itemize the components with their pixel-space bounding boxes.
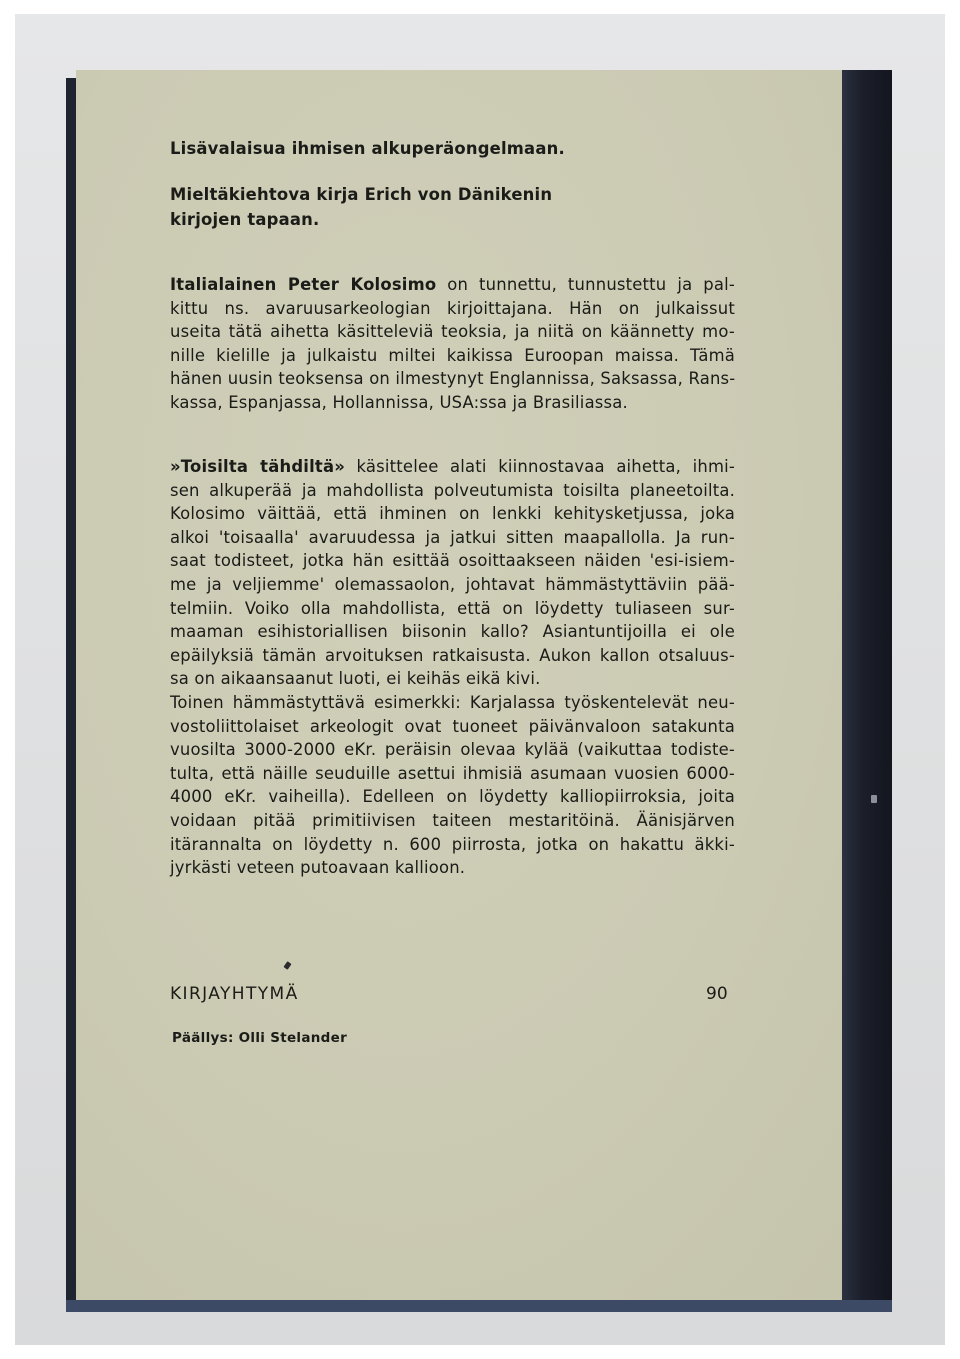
- paragraph-line: hänen uusin teoksensa on ilmestynyt Englannissa, Saksassa, Rans-: [170, 369, 736, 389]
- cover-credit: Päällys: Olli Stelander: [172, 1030, 348, 1046]
- paragraph-line: me ja veljiemme' olemassaolon, johtavat hämmästyttäviin pää-: [170, 574, 735, 594]
- paragraph-line: Kolosimo väittää, että ihminen on lenkki kehitysketjussa, joka: [170, 504, 735, 524]
- paragraph-line: telmiin. Voiko olla mahdollista, että on löydetty tuliaseen sur-: [170, 598, 735, 618]
- paragraph-line: Italialainen Peter Kolosimo on tunnettu, tunnustettu ja pal-: [170, 275, 735, 294]
- price-code: 90: [706, 984, 728, 1004]
- paragraph-about-book: [170, 455, 735, 880]
- lead-line-2b: kirjojen tapaan.: [170, 210, 320, 229]
- book-bottom-edge: [66, 1300, 892, 1312]
- paragraph-line: vuosilta 3000-2000 eKr. peräisin olevaa kylää (vaikuttaa todiste-: [170, 740, 735, 760]
- paragraph-line: useita tätä aihetta käsitteleviä teoksia, ja niitä on käännetty mo-: [170, 322, 735, 342]
- paragraph-line: voidaan pitää primitiivisen taiteen mestaritöinä. Äänisjärven: [170, 810, 735, 830]
- paragraph-line: alkoi 'toisaalla' avaruudessa ja jatkui sitten maapallolla. Ja run-: [170, 527, 735, 547]
- paragraph-line: vostoliittolaiset arkeologit ovat tuoneet päivänvaloon satakunta: [170, 716, 735, 736]
- paragraph-line: epäilyksiä tämän arvoituksen ratkaisusta. Aukon kallon otsaluus-: [170, 645, 735, 665]
- book-spine: [842, 70, 892, 1303]
- author-name: Italialainen Peter Kolosimo: [170, 275, 437, 294]
- paragraph-line: sa on aikaansaanut luoti, ei keihäs eikä kivi.: [170, 669, 541, 689]
- paragraph-line: jyrkästi veteen putoavaan kallioon.: [170, 858, 466, 878]
- paragraph-line: sen alkuperää ja mahdollista polveutumista toisilta planeetoilta.: [170, 480, 735, 500]
- paragraph-line: nille kielille ja julkaistu miltei kaikissa Euroopan maissa. Tämä: [170, 345, 735, 365]
- paragraph-line: Toinen hämmästyttävä esimerkki: Karjalassa työskentelevät neu-: [170, 692, 735, 712]
- paragraph-line: saat todisteet, jotka hän esittää osoittaakseen näiden 'esi-isiem-: [170, 551, 735, 571]
- paragraph-line: kassa, Espanjassa, Hollannissa, USA:ssa ja Brasiliassa.: [170, 392, 628, 412]
- book-title: »Toisilta tähdiltä»: [170, 457, 345, 476]
- lead-line-2a: Mieltäkiehtova kirja Erich von Dänikenin: [170, 185, 553, 204]
- paragraph-about-author: [170, 273, 735, 415]
- paragraph-line: kittu ns. avaruusarkeologian kirjoittajana. Hän on julkaissut: [170, 298, 735, 318]
- paragraph-line: tulta, että näille seuduille asettui ihmisiä asumaan vuosien 6000-: [170, 763, 735, 783]
- publisher-name: KIRJAYHTYMÄ: [170, 984, 299, 1004]
- paragraph-line: »Toisilta tähdiltä» käsittelee alati kiinnostavaa aihetta, ihmi-: [170, 457, 735, 476]
- paragraph-line: itärannalta on löydetty n. 600 piirrosta, jotka on hakattu äkki-: [170, 834, 735, 854]
- lead-line-1: Lisävalaisua ihmisen alkuperäongelmaan.: [170, 139, 565, 158]
- paragraph-line: 4000 eKr. vaiheilla). Edelleen on löydetty kalliopiirroksia, joita: [170, 787, 735, 807]
- book-left-edge: [66, 78, 76, 1303]
- paragraph-line: maaman esihistoriallisen biisonin kallo? Asiantuntijoilla ei ole: [170, 622, 735, 642]
- spine-scuff: [871, 795, 877, 803]
